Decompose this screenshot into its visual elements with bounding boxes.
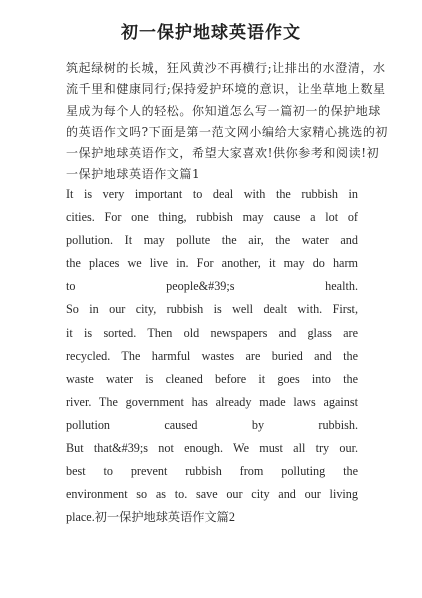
essay-line: best to prevent rubbish from polluting the bbox=[66, 464, 358, 479]
intro-line: 星成为每个人的轻松。你知道怎么写一篇初一的保护地球 bbox=[66, 103, 382, 118]
essay-line: It is very important to deal with the rubbish in bbox=[66, 187, 358, 201]
intro-line: 一保护地球英语作文，希望大家喜欢!供你参考和阅读!初 bbox=[66, 146, 380, 161]
essay-line: it is sorted. Then old newspapers and glass are bbox=[66, 325, 358, 340]
essay-line: place.初一保护地球英语作文篇2 bbox=[66, 510, 235, 525]
intro-line: 流千里和健康同行;保持爱护环境的意识，让坐草地上数星 bbox=[66, 82, 386, 97]
essay-line: pollution caused by rubbish. bbox=[66, 417, 358, 432]
essay-line: waste water is cleaned before it goes into the bbox=[66, 371, 358, 386]
essay-line: cities. For one thing, rubbish may cause a lot of bbox=[66, 210, 358, 225]
intro-line: 的英语作文吗?下面是第一范文网小编给大家精心挑选的初 bbox=[66, 124, 389, 139]
document-title: 初一保护地球英语作文 bbox=[121, 23, 301, 43]
essay-line: pollution. It may pollute the air, the water and bbox=[66, 233, 358, 248]
essay-line: So in our city, rubbish is well dealt with. First, bbox=[66, 302, 358, 317]
intro-paragraph bbox=[66, 58, 389, 186]
essay-line: environment so as to. save our city and our living bbox=[66, 487, 358, 502]
essay-line: river. The government has already made laws against bbox=[66, 394, 358, 409]
essay-body bbox=[66, 183, 358, 529]
essay-line: the places we live in. For another, it may do harm bbox=[66, 256, 358, 271]
essay-line: But that&#39;s not enough. We must all try our. bbox=[66, 441, 358, 456]
intro-line: 筑起绿树的长城，狂风黄沙不再横行;让排出的水澄清，水 bbox=[66, 61, 386, 75]
intro-line: 一保护地球英语作文篇1 bbox=[66, 167, 201, 182]
essay-line: recycled. The harmful wastes are buried and the bbox=[66, 348, 358, 363]
essay-line: to people&#39;s health. bbox=[66, 279, 358, 294]
